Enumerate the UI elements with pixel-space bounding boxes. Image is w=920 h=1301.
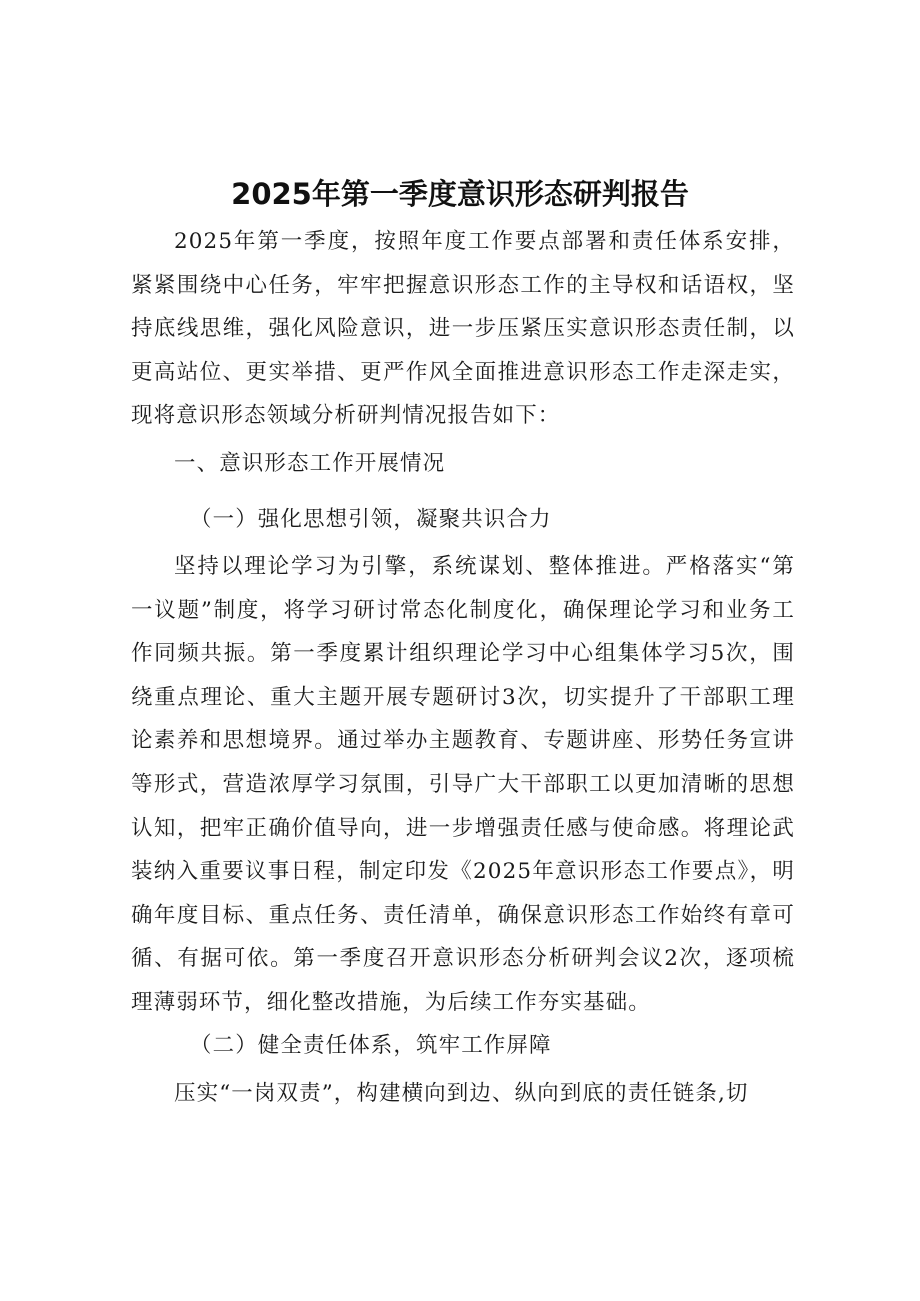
section-heading-1: 一、意识形态工作开展情况: [174, 451, 446, 476]
subsection-1-paragraph: 坚持以理论学习为引擎，系统谋划、整体推进。严格落实“第一议题”制度，将学习研讨常态化制度化，确保理论学习和业务工作同频共振。第一季度累计组织理论学习中心组集体学习5次，围绕重点理论、重大主题开展专题研讨3次，切实提升了干部职工理论素养和思想境界。通过举办主题教育、专题讲座、形势任务宣讲等形式，营造浓厚学习氛围，引导广大干部职工以更加清晰的思想认知，把牢正确价值导向，进一步增强责任感与使命感。将理论武装纳入重要议事日程，制定印发《2025年意识形态工作要点》，明确年度目标、重点任务、责任清单，确保意识形态工作始终有章可循、有据可依。第一季度召开意识形态分析研判会议2次，逐项梳理薄弱环节，细化整改措施，为后续工作夯实基础。: [131, 554, 795, 1015]
intro-paragraph: 2025年第一季度，按照年度工作要点部署和责任体系安排，紧紧围绕中心任务，牢牢把握意识形态工作的主导权和话语权，坚持底线思维，强化风险意识，进一步压紧压实意识形态责任制，以更高站位、更实举措、更严作风全面推进意识形态工作走深走实，现将意识形态领域分析研判情况报告如下：: [131, 229, 795, 429]
subsection-heading-2: （二）健全责任体系，筑牢工作屏障: [190, 1033, 552, 1058]
document-title: 2025年第一季度意识形态研判报告: [231, 177, 689, 211]
subsection-heading-1: （一）强化思想引领，凝聚共识合力: [190, 507, 552, 532]
subsection-2-paragraph: 压实“一岗双责”，构建横向到边、纵向到底的责任链条,切: [174, 1081, 749, 1106]
